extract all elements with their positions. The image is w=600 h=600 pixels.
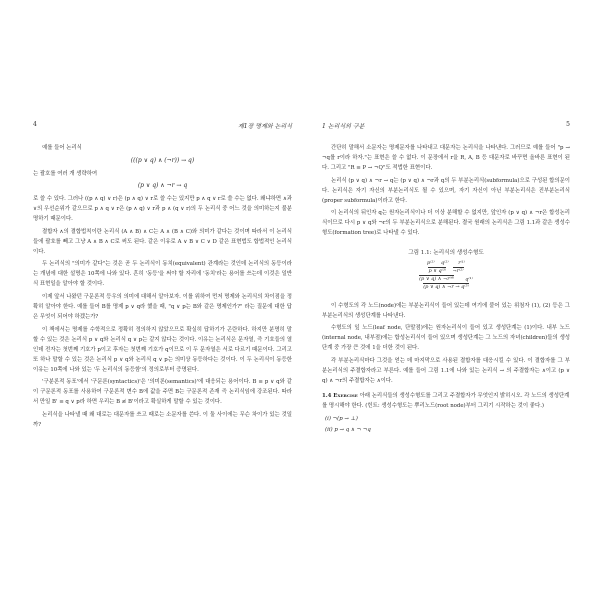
- right-page-header: [322, 121, 570, 130]
- right-paragraph-4: 이 수형도의 각 노드(node)에는 부분논리식이 들어 있는데 여기에 붙어 있는 위첨자 (1), (2) 등은 그 부분논리식의 생성단계를 나타낸다.: [322, 302, 570, 319]
- figure-caption: 그림 1.1: 논리식의 생성수형도: [408, 250, 484, 257]
- tree-node-p: p⁽²⁾: [426, 260, 435, 267]
- exercise-label: 1.4 Exercise: [322, 392, 358, 399]
- exercise-item-1: (i) ¬(p → ⊥): [325, 415, 358, 422]
- formula-2: (p ∨ q) ∧ ¬r → q: [137, 182, 188, 190]
- exercise-text: 아래 논리식들의 생성수형도를 그리고 주결합자가 무엇인지 밝히시오. 각 노드의 생성단계를 명시해야 한다. (힌트: 생성수형도는 뿌리노드(root node)부터 그리기 시작하는 것이 좋다.): [322, 392, 570, 409]
- tree-row-3: [322, 275, 570, 283]
- formation-tree: [322, 260, 570, 291]
- tree-node-r: r⁽¹⁾: [458, 260, 466, 267]
- left-paragraph-7: 논리식을 나타낼 때 왜 대로는 대문자를 쓰고 때로는 소문자를 쓴다. 이 둘 사이에는 무슨 차이가 있는 것일까?: [33, 411, 292, 428]
- tree-node-q: q⁽²⁾: [440, 260, 449, 267]
- left-paragraph-4: 이제 앞서 나왔던 구문론적 등우의 의미에 대해서 알아보자. 이를 위하여 먼저 명제와 논리식의 차이점을 정확히 알아야 한다. 예를 들어 B를 명제 p ∨ q라 했을 때, "q ∨ p는 B와 같은 명제인가?" 라는 질문에 대한 답은 무엇이 되어야 하겠는가?: [33, 293, 292, 320]
- right-paragraph-5: 수형도의 잎 노드(leaf node, 단말점)에는 원자논리식이 들어 있고 생성단계는 (1)이다. 내부 노드(internal node, 내부점)에는 합성논리식이 들어 있으며 생성단계는 그 노드의 자녀(children)들의 생성단계 중 가장 큰 것에 1을 더한 것이 된다.: [322, 325, 570, 352]
- tree-node-q-leaf: q⁽¹⁾: [465, 276, 473, 283]
- formula-1: (((p ∨ q) ∧ (¬r)) → q): [130, 156, 195, 164]
- tree-row-4: [322, 283, 570, 291]
- left-paragraph-6: '구분론적 동포'에서 '구문론(syntactics)'은 '의미론(semantics)'에 대응되는 용어이다. B ≡ p ∨ q와 같이 구문론적 동포를 사용하여 구문론적 변수 B에 값을 주면 B는 구문론적 존재 즉 논리식임에 강조된다. 따라서 만일 B' ≡ q ∨ p라 하면 우리는 B ≢ B'이라고 확실하게 말할 수 있는 것이다.: [33, 379, 292, 406]
- tree-node-root: (p ∨ q) ∧ ¬r → q⁽⁵⁾: [423, 284, 469, 291]
- right-page-number: 5: [566, 121, 570, 128]
- right-header-title: 1 논리식의 구분: [322, 123, 365, 130]
- left-paragraph-5: 이 책에서는 명제를 수학적으로 정확히 정의하지 않았으므로 확실히 답하기가 곤란하다. 하지만 분명히 말할 수 있는 것은 논리식 p ∨ q와 논리식 q ∨ p는 같지 않다는 것이다. 이유는 논리식은 문자열, 즉 기호들의 열인데 전자는 첫번째 기호가 p이고 후자는 첫번째 기호가 q이므로 이 두 문자열은 서로 다르기 때문이다. 그리고 또 하나 말할 수 있는 것은 논리식 p ∨ q와 논리식 q ∨ p는 의미상 동등하다는 것이다. 이 두 논리식이 동등한 이유는 10쪽에 나와 있는 '두 논리식의 동등함'의 정의로부터 증명된다.: [33, 326, 292, 373]
- left-intro: 예를 들어 논리식: [42, 145, 82, 151]
- left-header-title: 제1장 명제와 논리식: [237, 123, 292, 130]
- tree-row-2: [322, 267, 570, 275]
- exercise-block: [322, 391, 570, 411]
- left-page-header: [33, 121, 292, 130]
- right-paragraph-6: 각 부분논리식마다 그것을 얻는 데 마지막으로 사용된 결합자를 대응시킬 수 있다. 이 결합자를 그 부분논리식의 주결합자라고 부른다. 예를 들어 그림 1.1에 나와 있는 논리식 → 의 주결합자는 ∧이고 (p ∨ q) ∧ ¬r의 주결합자는 ∧이다.: [322, 357, 570, 384]
- left-paragraph-2: 결합자 ∧의 결합법칙이란 논리식 (A ∧ B) ∧ C는 A ∧ (B ∧ C)와 의미가 같다는 것이며 따라서 이 논리식들에 괄호를 빼고 그냥 A ∧ B ∧ C로 써도 된다. 같은 이유로 A ∨ B ∨ C ∨ D 같은 표현법도 합법적인 논리식이다.: [33, 228, 292, 255]
- tree-node-conjunction: (p ∨ q) ∧ ¬r⁽⁴⁾: [419, 276, 455, 283]
- right-page: [300, 0, 600, 600]
- right-paragraph-2: 논리식 (p ∨ q) ∧ ¬r → q는 (p ∨ q) ∧ ¬r과 q의 두 부분논리식(subformula)으로 구성된 합의문이다. 논리식은 자기 자신의 부분논리식도 될 수 있으며, 자기 자신이 아닌 부분논리식은 진부분논리식(proper subformula)이라고 한다.: [322, 177, 570, 204]
- left-paragraph-3: 두 논리식의 "의미가 같다"는 것은 곧 두 논리식이 동치(equivalent) 관계라는 것인데 논리식의 동등이라는 개념에 대한 설명은 10쪽에 나와 있다. 흔히 '동등'을 써야 할 자리에 '동치'라는 용어를 쓰는데 이것은 일반식 표현일을 알아야 할 것이다.: [33, 261, 292, 288]
- left-paragraph-1: 로 쓸 수 있다. 그러나 ((p ∧ q) ∨ r)은 (p ∧ q) ∨ r로 쓸 수는 있지만 p ∧ q ∨ r로 쓸 수는 없다. 왜냐하면 ∧과 ∨의 우선순위가 같으므로 p ∧ q ∨ r은 (p ∧ q) ∨ r과 p ∧ (q ∨ r)의 두 논리식 중 어느 것을 의미하는지 불분명하기 때문이다.: [33, 196, 292, 223]
- tree-node-not-r: ¬r⁽²⁾: [452, 268, 464, 275]
- left-page-number: 4: [33, 121, 37, 128]
- tree-node-p-or-q: p ∨ q⁽³⁾: [428, 268, 447, 275]
- exercise-items: [325, 414, 570, 436]
- left-after-formula: 는 괄호를 여러 개 생략하여: [33, 170, 98, 177]
- exercise-item-2: (ii) p → q ∧ ¬ ¬q: [325, 426, 371, 433]
- right-paragraph-1: 간단히 말해서 소문자는 명제문자를 나타내고 대문자는 논리식을 나타낸다. 그러므로 예를 들어 "p → ¬q를 r이라 하자."는 표현은 쓸 수 없다. 이 문장에서 r을 R, A, B 등 대문자로 바꾸면 올바른 표현이 된다. 그리고 "R ≡ P → ¬Q"도 적법한 표현이다.: [322, 145, 570, 171]
- right-paragraph-3: 이 논리식의 뒤인자 q는 원자논리식이나 더 이상 분해할 수 없지만, 앞인자 (p ∨ q) ∧ ¬r은 합성논리식이므로 다시 p ∨ q와 ¬r의 두 부분논리식으로 분해된다. 결국 원래의 논리식은 그림 1.1과 같은 생성수형도(formation tree)로 나타낼 수 있다.: [322, 210, 570, 237]
